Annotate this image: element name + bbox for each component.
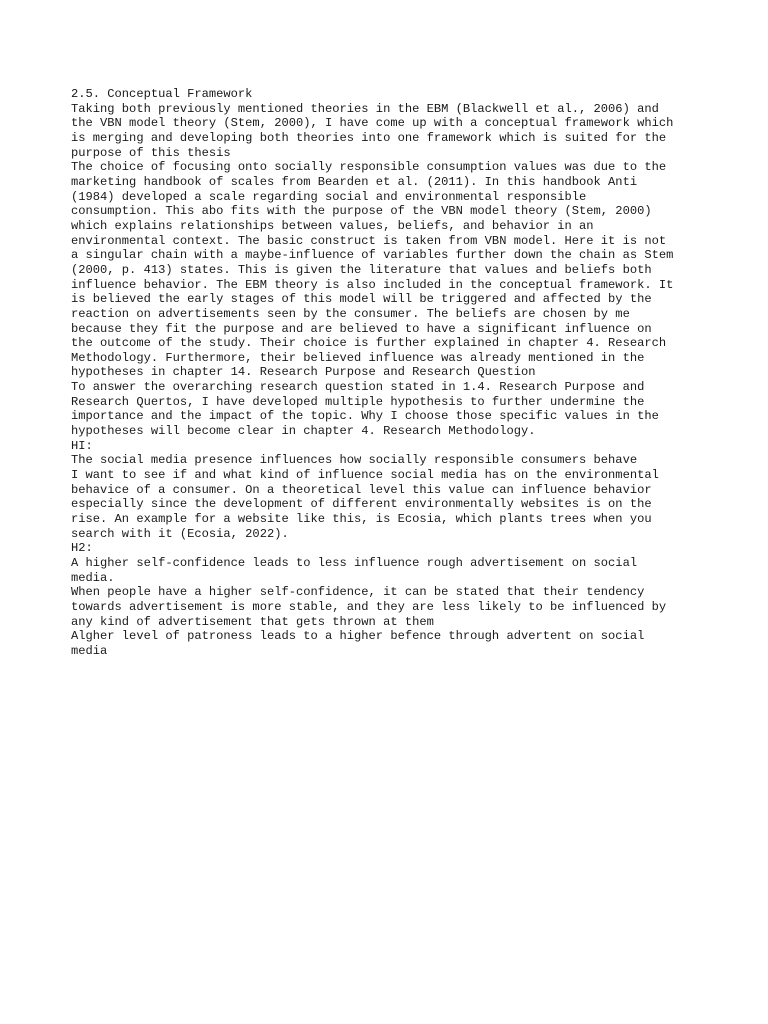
text-line: reaction on advertisements seen by the consumer. The beliefs are chosen by me bbox=[71, 306, 630, 321]
text-line: hypotheses will become clear in chapter 4. Research Methodology. bbox=[71, 424, 536, 439]
text-line: especially since the development of different environmentally websites is on the bbox=[71, 497, 652, 512]
text-line: behavice of a consumer. On a theoretical level this value can influence behavior bbox=[71, 482, 652, 497]
text-line: The social media presence influences how socially responsible consumers behave bbox=[71, 453, 638, 468]
document-body bbox=[71, 102, 711, 659]
text-line: search with it (Ecosia, 2022). bbox=[71, 526, 289, 541]
text-line: Research Quertos, I have developed multiple hypothesis to further undermine the bbox=[71, 394, 645, 409]
text-line: influence behavior. The EBM theory is also included in the conceptual framework. It bbox=[71, 277, 674, 292]
text-line: is merging and developing both theories into one framework which is suited for the bbox=[71, 130, 667, 145]
text-line: the outcome of the study. Their choice is further explained in chapter 4. Research bbox=[71, 336, 667, 351]
text-line: media. bbox=[71, 570, 115, 585]
text-line: importance and the impact of the topic. Why I choose those specific values in the bbox=[71, 409, 659, 424]
text-line: Methodology. Furthermore, their believed influence was already mentioned in the bbox=[71, 350, 645, 365]
text-line: media bbox=[71, 643, 108, 658]
text-line: (1984) developed a scale regarding social and environmental responsible bbox=[71, 189, 587, 204]
text-line: towards advertisement is more stable, and they are less likely to be influenced by bbox=[71, 599, 667, 614]
text-line: which explains relationships between values, beliefs, and behavior in an bbox=[71, 218, 594, 233]
text-line: (2000, p. 413) states. This is given the literature that values and beliefs both bbox=[71, 262, 652, 277]
text-line: I want to see if and what kind of influence social media has on the environmental bbox=[71, 468, 659, 483]
text-line: is believed the early stages of this model will be triggered and affected by the bbox=[71, 292, 652, 307]
text-line: HI: bbox=[71, 438, 93, 453]
text-line: a singular chain with a maybe-influence of variables further down the chain as Stem bbox=[71, 248, 674, 263]
text-line: the VBN model theory (Stem, 2000), I have come up with a conceptual framework which bbox=[71, 116, 674, 131]
text-line: Algher level of patroness leads to a higher befence through advertent on social bbox=[71, 629, 645, 644]
text-line: environmental context. The basic construct is taken from VBN model. Here it is not bbox=[71, 233, 667, 248]
text-line: any kind of advertisement that gets thrown at them bbox=[71, 614, 434, 629]
text-line: marketing handbook of scales from Bearden et al. (2011). In this handbook Anti bbox=[71, 174, 638, 189]
document-page bbox=[71, 87, 711, 659]
text-line: A higher self-confidence leads to less influence rough advertisement on social bbox=[71, 556, 638, 570]
text-line: H2: bbox=[71, 541, 93, 556]
text-line: hypotheses in chapter 14. Research Purpose and Research Question bbox=[71, 365, 536, 380]
section-heading: 2.5. Conceptual Framework bbox=[71, 87, 253, 101]
text-line: because they fit the purpose and are believed to have a significant influence on bbox=[71, 321, 652, 336]
text-line: When people have a higher self-confidence, it can be stated that their tendency bbox=[71, 585, 645, 600]
text-line: To answer the overarching research question stated in 1.4. Research Purpose and bbox=[71, 380, 645, 395]
text-line: The choice of focusing onto socially responsible consumption values was due to the bbox=[71, 160, 667, 175]
text-line: Taking both previously mentioned theories in the EBM (Blackwell et al., 2006) and bbox=[71, 101, 659, 116]
text-line: consumption. This abo fits with the purpose of the VBN model theory (Stem, 2000) bbox=[71, 204, 652, 219]
text-line: rise. An example for a website like this, is Ecosia, which plants trees when you bbox=[71, 512, 652, 527]
text-line: purpose of this thesis bbox=[71, 145, 231, 160]
